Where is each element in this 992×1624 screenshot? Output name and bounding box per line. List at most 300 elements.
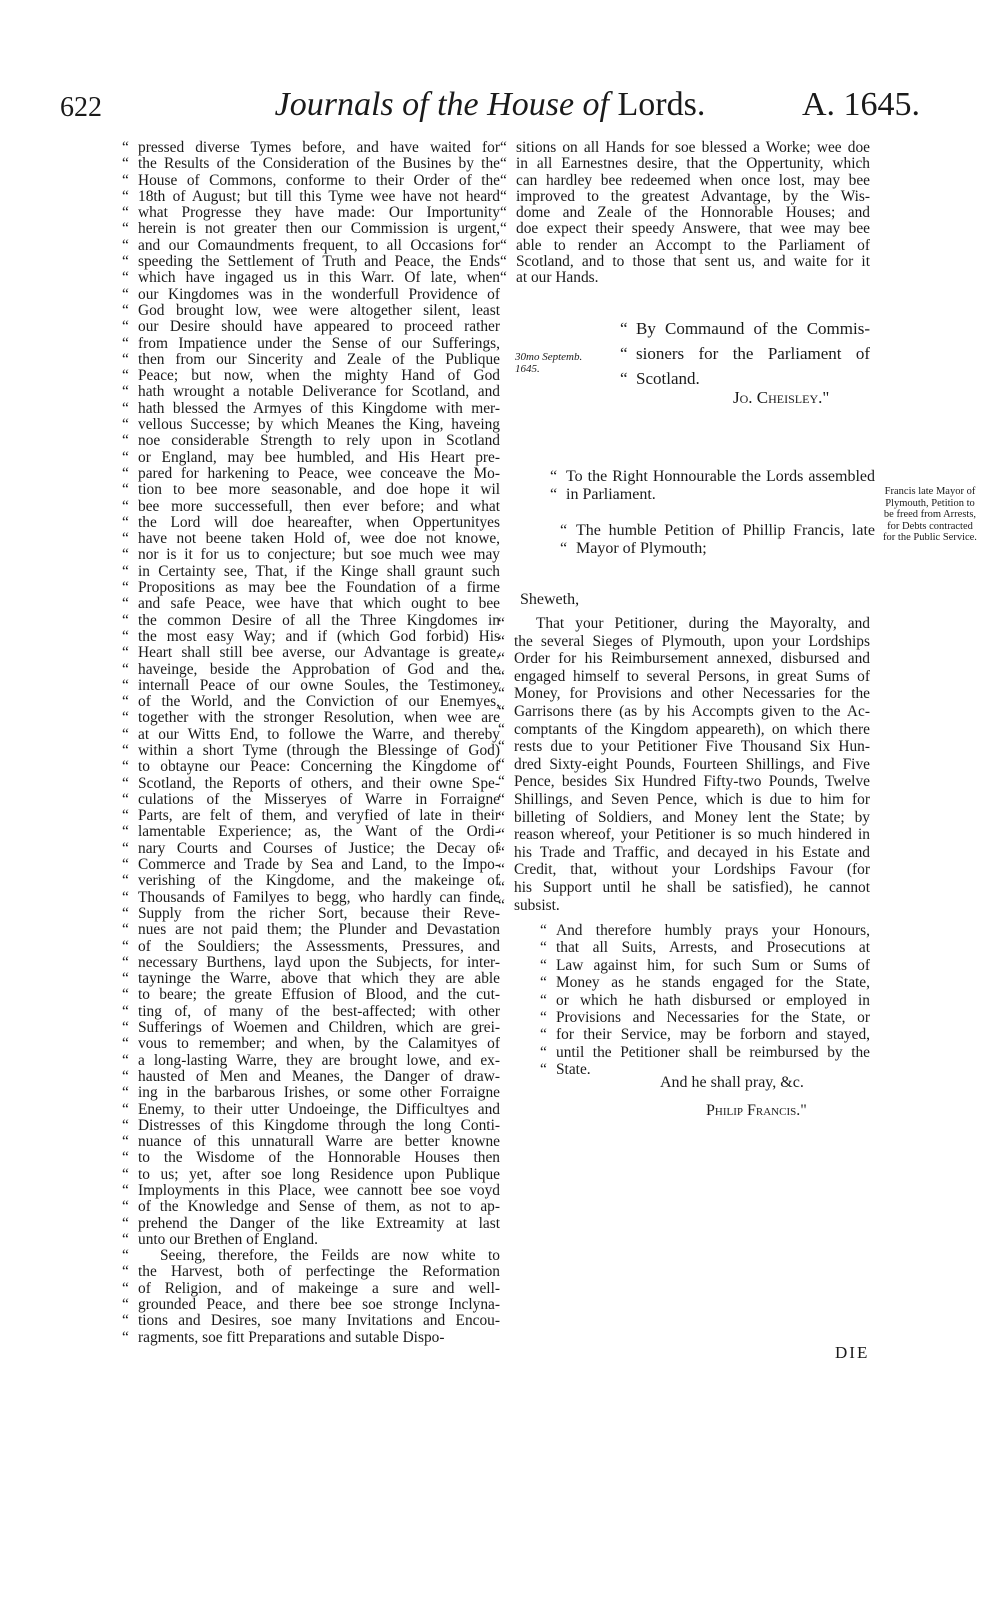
line-text: Mayor of Plymouth; xyxy=(576,540,707,557)
text-line xyxy=(122,873,500,889)
text-line xyxy=(122,482,500,498)
text-line xyxy=(122,1264,500,1280)
line-text: or England, may bee humbled, and His Heart pre- xyxy=(138,449,500,466)
line-text: at our Hands. xyxy=(516,270,599,287)
line-text: unto our Brethen of England. xyxy=(138,1231,318,1248)
quote-mark: “ xyxy=(122,254,129,271)
text-line xyxy=(122,433,500,449)
line-text: hath blessed the Armyes of this Kingdome with mer- xyxy=(138,400,500,417)
line-text: Distresses of this Kingdome through the long Conti- xyxy=(138,1117,500,1134)
quote-mark: “ xyxy=(500,221,507,238)
text-line xyxy=(122,759,500,775)
quote-mark: “ xyxy=(540,1009,547,1027)
year-label: A. 1645. xyxy=(801,86,920,123)
margin-date-line: 30mo Septemb. xyxy=(515,351,583,363)
line-text: our Kingdomes was in the wonderfull Providence of xyxy=(138,286,500,303)
text-line xyxy=(122,662,500,678)
title-word: Lords. xyxy=(617,86,706,123)
quote-mark: “ xyxy=(122,971,129,988)
title-word: of xyxy=(582,86,609,123)
text-line xyxy=(498,879,870,897)
title-word: of xyxy=(402,86,429,123)
line-text: to obtayne our Peace: Concerning the Kingdome of xyxy=(138,759,500,776)
line-text: pressed diverse Tymes before, and have waited for xyxy=(138,140,500,156)
text-line xyxy=(498,897,870,915)
line-text: Order for his Reimbursement annexed, disbursed and xyxy=(514,650,870,668)
line-text: Parts, are felt of them, and veryfied of late in their xyxy=(138,808,500,825)
text-line xyxy=(122,1330,500,1346)
text-line xyxy=(122,368,500,384)
quote-mark: “ xyxy=(122,172,129,189)
quote-mark: “ xyxy=(122,286,129,303)
quote-mark: “ xyxy=(498,790,505,808)
text-line xyxy=(122,792,500,808)
text-line xyxy=(122,450,500,466)
text-line xyxy=(498,773,870,791)
line-text: tayninge the Warre, above that which they are able xyxy=(138,971,500,988)
line-text: verishing of the Kingdome, and the makeinge of xyxy=(138,873,500,890)
text-line xyxy=(122,1020,500,1036)
quote-mark: “ xyxy=(540,1043,547,1061)
quote-mark: “ xyxy=(122,1003,129,1020)
text-line xyxy=(122,1102,500,1118)
line-text: engaged himself to several Persons, in great Sums of xyxy=(514,667,870,685)
line-text: comptants of the Kingdom appeareth), on which there xyxy=(514,720,870,738)
text-line xyxy=(550,468,875,486)
line-text: Propositions as may bee the Foundation of a firme xyxy=(138,580,500,597)
quote-mark: “ xyxy=(500,254,507,271)
text-line xyxy=(122,580,500,596)
line-text: the Lord will doe heareafter, when Oppertunityes xyxy=(138,514,500,531)
quote-mark: “ xyxy=(122,954,129,971)
line-text: Sufferings of Woemen and Children, which are grei- xyxy=(138,1020,500,1037)
line-text: able to render an Accompt to the Parliament of xyxy=(516,237,870,254)
quote-mark: “ xyxy=(122,1134,129,1151)
text-line xyxy=(122,710,500,726)
line-text: culations of the Misseryes of Warre in Forraigne xyxy=(138,791,500,808)
quote-mark: “ xyxy=(122,400,129,417)
line-text: Money, for Provisions and other Necessaries for the xyxy=(514,685,870,703)
quote-mark: “ xyxy=(122,188,129,205)
quote-mark: “ xyxy=(500,140,507,156)
quote-mark: “ xyxy=(122,824,129,841)
line-text: nary Courts and Courses of Justice; the Decay of xyxy=(138,840,500,857)
line-text: subsist. xyxy=(514,896,560,914)
line-text: And therefore humbly prays your Honours, xyxy=(556,922,870,939)
text-line xyxy=(122,287,500,303)
quote-mark: “ xyxy=(122,808,129,825)
text-line xyxy=(122,1216,500,1232)
text-line xyxy=(540,974,870,991)
line-text: By Commaund of the Commis- xyxy=(636,319,870,338)
text-line xyxy=(540,1044,870,1061)
line-text: prehend the Danger of the like Extreamity at last xyxy=(138,1215,500,1232)
quote-mark: “ xyxy=(122,677,129,694)
text-line xyxy=(122,1183,500,1199)
text-line xyxy=(500,205,870,221)
text-line xyxy=(122,596,500,612)
line-text: bee more successefull, then ever before; and what xyxy=(138,498,500,515)
line-text: To the Right Honnourable the Lords assembled xyxy=(566,468,875,485)
quote-mark: “ xyxy=(498,702,505,720)
quote-mark: “ xyxy=(122,596,129,613)
quote-mark: “ xyxy=(620,369,628,388)
quote-mark: “ xyxy=(122,1297,129,1314)
quote-mark: “ xyxy=(122,726,129,743)
quote-mark: “ xyxy=(122,302,129,319)
line-text: together with the stronger Resolution, when wee are xyxy=(138,710,500,727)
line-text: Commerce and Trade by Sea and Land, to the Impo- xyxy=(138,857,500,874)
text-line xyxy=(122,808,500,824)
line-text: of the World, and the Conviction of our Enemyes, xyxy=(138,694,500,711)
quote-mark: “ xyxy=(540,922,547,939)
margin-date xyxy=(515,351,582,375)
quote-mark: “ xyxy=(122,1231,129,1248)
line-text: which have ingaged us in this Warr. Of late, when xyxy=(138,270,500,287)
line-text: tions and Desires, soe many Invitations and Encou- xyxy=(138,1313,500,1330)
quote-mark: “ xyxy=(550,486,558,503)
line-text: dred Sixty-eight Pounds, Fourteen Shillings, and Five xyxy=(514,755,870,773)
line-text: Supply from the richer Sort, because their Reve- xyxy=(138,905,500,922)
text-line xyxy=(122,1199,500,1215)
sheweth-label: Sheweth, xyxy=(520,591,580,608)
line-text: Imployments in this Place, wee cannott bee soe voyd xyxy=(138,1183,500,1199)
quote-mark: “ xyxy=(620,319,628,338)
text-line xyxy=(498,633,870,651)
text-line xyxy=(498,861,870,879)
line-text: and our Comaundments frequent, to all Occasions for xyxy=(138,237,500,254)
text-line xyxy=(122,352,500,368)
line-text: Provisions and Necessaries for the State, or xyxy=(556,1009,870,1027)
quote-mark: “ xyxy=(122,580,129,597)
quote-mark: “ xyxy=(122,205,129,222)
quote-mark: “ xyxy=(122,873,129,890)
line-text: haveinge, beside the Approbation of God and the xyxy=(138,661,500,678)
text-line xyxy=(498,721,870,739)
quote-mark: “ xyxy=(498,773,505,791)
text-line xyxy=(122,727,500,743)
text-line xyxy=(122,466,500,482)
text-line xyxy=(122,987,500,1003)
text-line xyxy=(122,319,500,335)
francis-signature: Philip Francis." xyxy=(706,1102,807,1119)
line-text: sitions on all Hands for soe blessed a Worke; wee doe xyxy=(516,140,870,156)
text-line xyxy=(620,341,870,366)
quote-mark: “ xyxy=(122,1117,129,1134)
text-line xyxy=(540,1026,870,1043)
line-text: Pence, besides Six Hundred Fifty-two Pounds, Twelve xyxy=(514,773,870,791)
text-line xyxy=(122,906,500,922)
text-line xyxy=(122,221,500,237)
line-text: Scotland, the Reports of others, and their owne Spe- xyxy=(138,775,500,792)
quote-mark: “ xyxy=(498,650,505,668)
line-text: grounded Peace, and there bee soe stronge Inclyna- xyxy=(138,1297,500,1314)
line-text: then from our Sincerity and Zeale of the Publique xyxy=(138,351,500,368)
quote-mark: “ xyxy=(540,974,547,992)
text-line xyxy=(498,756,870,774)
line-text: State. xyxy=(556,1061,591,1079)
quote-mark: “ xyxy=(122,1329,129,1346)
quote-mark: “ xyxy=(550,468,558,485)
text-line xyxy=(122,743,500,759)
quote-mark: “ xyxy=(540,939,547,957)
quote-mark: “ xyxy=(122,237,129,254)
quote-mark: “ xyxy=(498,632,505,650)
line-text: ing in the barbarous Irishes, or some other Forraigne xyxy=(138,1085,500,1102)
quote-mark: “ xyxy=(122,270,129,287)
line-text: can hardley bee redeemed when once lost, may bee xyxy=(516,172,870,189)
quote-mark: “ xyxy=(122,1280,129,1297)
text-line xyxy=(122,841,500,857)
line-text: a long-lasting Warre, they are brought lowe, and ex- xyxy=(138,1052,500,1069)
text-line xyxy=(122,140,500,156)
quote-mark: “ xyxy=(122,694,129,711)
quote-mark: “ xyxy=(540,991,547,1009)
line-text: from Impatience under the Sense of our Sufferings, xyxy=(138,335,500,352)
text-line xyxy=(122,336,500,352)
text-line xyxy=(560,540,875,558)
line-text: Shillings, and Seven Pence, which is due to him for xyxy=(514,790,870,808)
quote-mark: “ xyxy=(122,661,129,678)
quote-mark: “ xyxy=(122,547,129,564)
text-line xyxy=(500,156,870,172)
text-line xyxy=(122,270,500,286)
quote-mark: “ xyxy=(122,775,129,792)
line-text: of Religion, and of makeinge a sure and well- xyxy=(138,1280,500,1297)
text-line xyxy=(498,685,870,703)
line-text: noe considerable Strength to rely upon in Scotland xyxy=(138,433,500,450)
text-line xyxy=(122,1297,500,1313)
line-text: tion to bee more seasonable, and doe hope it wil xyxy=(138,482,500,499)
line-text: sioners for the Parliament of xyxy=(636,344,870,363)
quote-mark: “ xyxy=(500,205,507,222)
text-line xyxy=(540,939,870,956)
quote-mark: “ xyxy=(122,514,129,531)
text-line xyxy=(122,1004,500,1020)
quote-mark: “ xyxy=(122,531,129,548)
line-text: his Support until he shall be satisfied), he cannot xyxy=(514,878,870,896)
quote-mark: “ xyxy=(122,140,129,156)
petition-prayer xyxy=(540,922,870,1079)
quote-mark: “ xyxy=(122,710,129,727)
line-text: herein is not greater then our Commission is urgent, xyxy=(138,221,500,238)
line-text: Money as he stands engaged for the State, xyxy=(556,974,870,992)
line-text: of the Knowledge and Sense of them, as not to ap- xyxy=(138,1199,500,1216)
line-text: The humble Petition of Phillip Francis, late xyxy=(576,522,875,539)
quote-mark: “ xyxy=(540,1026,547,1044)
text-line xyxy=(498,844,870,862)
quote-mark: “ xyxy=(122,368,129,385)
text-line xyxy=(122,629,500,645)
quote-mark: “ xyxy=(122,1052,129,1069)
line-text: ting of, of many of the best-affected; with other xyxy=(138,1003,500,1020)
quote-mark: “ xyxy=(122,1264,129,1281)
text-line xyxy=(122,173,500,189)
text-line xyxy=(122,547,500,563)
line-text: his Trade and Traffic, and decayed in his Estate and xyxy=(514,843,870,861)
text-line xyxy=(122,922,500,938)
line-text: Seeing, therefore, the Feilds are now white to xyxy=(160,1248,500,1265)
line-text: for their Service, may be forborn and stayed, xyxy=(556,1026,870,1044)
text-line xyxy=(122,1118,500,1134)
text-line xyxy=(122,254,500,270)
text-line xyxy=(122,890,500,906)
margin-note: Francis late Mayor of Plymouth, Petition to be freed from Arrests, for Debts contracted for the Public Service. xyxy=(883,486,977,543)
text-line xyxy=(498,615,870,633)
quote-mark: “ xyxy=(500,188,507,205)
text-line xyxy=(122,189,500,205)
text-line xyxy=(122,1150,500,1166)
text-line xyxy=(122,776,500,792)
line-text: the most easy Way; and if (which God forbid) His xyxy=(138,628,500,645)
text-line xyxy=(122,824,500,840)
line-text: our Desire should have appeared to proceed rather xyxy=(138,319,500,336)
text-line xyxy=(498,668,870,686)
line-text: in Certainty see, That, if the Kinge shall graunt such xyxy=(138,563,500,580)
line-text: in Parliament. xyxy=(566,486,656,503)
line-text: hath wrought a notable Deliverance for Scotland, and xyxy=(138,384,500,401)
line-text: to us; yet, after soe long Residence upon Publique xyxy=(138,1166,500,1183)
text-line xyxy=(122,401,500,417)
text-line xyxy=(122,1053,500,1069)
quote-mark: “ xyxy=(498,755,505,773)
quote-mark: “ xyxy=(122,417,129,434)
quote-mark: “ xyxy=(122,1150,129,1167)
quote-mark: “ xyxy=(500,270,507,287)
text-line xyxy=(122,645,500,661)
text-line xyxy=(550,486,875,504)
quote-mark: “ xyxy=(122,938,129,955)
quote-mark: “ xyxy=(122,335,129,352)
line-text: Thousands of Familyes to begg, who hardly can finde xyxy=(138,889,500,906)
catchword: DIE xyxy=(835,1343,870,1362)
text-line xyxy=(122,694,500,710)
quote-mark: “ xyxy=(122,563,129,580)
page-number: 622 xyxy=(60,92,102,123)
text-line xyxy=(122,238,500,254)
text-line xyxy=(122,857,500,873)
petition-closing: And he shall pray, &c. xyxy=(660,1074,804,1091)
text-line xyxy=(122,205,500,221)
text-line xyxy=(122,156,500,172)
line-text: Scotland. xyxy=(636,369,700,388)
quote-mark: “ xyxy=(498,615,505,632)
line-text: Garrisons there (as by his Accompts given to the Ac- xyxy=(514,702,870,720)
quote-mark: “ xyxy=(498,896,505,914)
line-text: pared for harkening to Peace, wee conceave the Mo- xyxy=(138,465,500,482)
quote-mark: “ xyxy=(498,738,505,756)
quote-mark: “ xyxy=(500,237,507,254)
text-line xyxy=(540,1009,870,1026)
text-line xyxy=(122,1248,500,1264)
text-line xyxy=(122,384,500,400)
running-header xyxy=(60,82,920,130)
text-line xyxy=(122,564,500,580)
line-text: House of Commons, conforme to their Order of the xyxy=(138,172,500,189)
quote-mark: “ xyxy=(122,1101,129,1118)
line-text: Peace; but now, when the mighty Hand of God xyxy=(138,368,500,385)
line-text: have not beene taken Hold of, wee doe not knowe, xyxy=(138,531,500,548)
quote-mark: “ xyxy=(122,1068,129,1085)
text-line xyxy=(122,417,500,433)
line-text: lamentable Experience; as, the Want of the Ordi- xyxy=(138,824,500,841)
line-text: within a short Tyme (through the Blessinge of God) xyxy=(138,742,500,759)
petition-body xyxy=(498,615,870,914)
line-text: at our Witts End, to followe the Warre, and thereby xyxy=(138,726,500,743)
quote-mark: “ xyxy=(122,987,129,1004)
line-text: that all Suits, Arrests, and Prosecutions at xyxy=(556,939,870,957)
text-line xyxy=(122,1134,500,1150)
line-text: reason whereof, your Petitioner is so much hindered in xyxy=(514,826,870,844)
quote-mark: “ xyxy=(500,172,507,189)
line-text: dome and Zeale of the Honnorable Houses; and xyxy=(516,205,870,222)
title-word: the xyxy=(437,86,479,123)
quote-mark: “ xyxy=(122,1215,129,1232)
journal-title xyxy=(60,86,920,124)
quote-mark: “ xyxy=(122,221,129,238)
quote-mark: “ xyxy=(122,922,129,939)
quote-mark: “ xyxy=(122,449,129,466)
quote-mark: “ xyxy=(498,685,505,703)
line-text: necessary Burthens, layd upon the Subjects, for inter- xyxy=(138,954,500,971)
text-line xyxy=(498,703,870,721)
quote-mark: “ xyxy=(500,156,507,173)
quote-mark: “ xyxy=(122,498,129,515)
text-line xyxy=(560,522,875,540)
line-text: improved to the greatest Advantage, by the Wis- xyxy=(516,188,870,205)
quote-mark: “ xyxy=(122,1036,129,1053)
text-line xyxy=(500,270,870,286)
quote-mark: “ xyxy=(122,1085,129,1102)
quote-mark: “ xyxy=(122,628,129,645)
line-text: what Progresse they have made: Our Importunity xyxy=(138,205,500,222)
quote-mark: “ xyxy=(560,522,568,539)
line-text: That your Petitioner, during the Mayoralty, and xyxy=(536,615,870,632)
text-line xyxy=(540,992,870,1009)
line-text: nor is it for us to conjecture; but soe much wee may xyxy=(138,547,500,564)
petition-title xyxy=(560,522,875,558)
line-text: or which he hath disbursed or employed in xyxy=(556,991,870,1009)
line-text: the several Sieges of Plymouth, upon your Lordships xyxy=(514,632,870,650)
line-text: the common Desire of all the Three Kingdomes in xyxy=(138,612,500,629)
quote-mark: “ xyxy=(122,612,129,629)
quote-mark: “ xyxy=(122,384,129,401)
quote-mark: “ xyxy=(498,861,505,879)
text-line xyxy=(498,650,870,668)
left-column-text xyxy=(122,140,500,1346)
text-line xyxy=(498,791,870,809)
quote-mark: “ xyxy=(122,759,129,776)
text-line xyxy=(122,613,500,629)
quote-mark: “ xyxy=(122,1248,129,1265)
text-line xyxy=(498,809,870,827)
text-line xyxy=(122,1036,500,1052)
line-text: speeding the Settlement of Truth and Peace, the Ends xyxy=(138,254,500,271)
right-column-letter-end xyxy=(500,140,870,287)
quote-mark: “ xyxy=(620,344,628,363)
text-line xyxy=(122,1281,500,1297)
quote-mark: “ xyxy=(122,482,129,499)
quote-mark: “ xyxy=(122,889,129,906)
line-text: Credit, that, without your Lordships Favour (for xyxy=(514,861,870,879)
line-text: Enemy, to their utter Undoeinge, the Difficultyes and xyxy=(138,1101,500,1118)
text-line xyxy=(500,238,870,254)
text-line xyxy=(500,189,870,205)
quote-mark: “ xyxy=(498,826,505,844)
quote-mark: “ xyxy=(122,1020,129,1037)
line-text: nuance of this unnaturall Warre are better knowne xyxy=(138,1134,500,1151)
quote-mark: “ xyxy=(540,956,547,974)
